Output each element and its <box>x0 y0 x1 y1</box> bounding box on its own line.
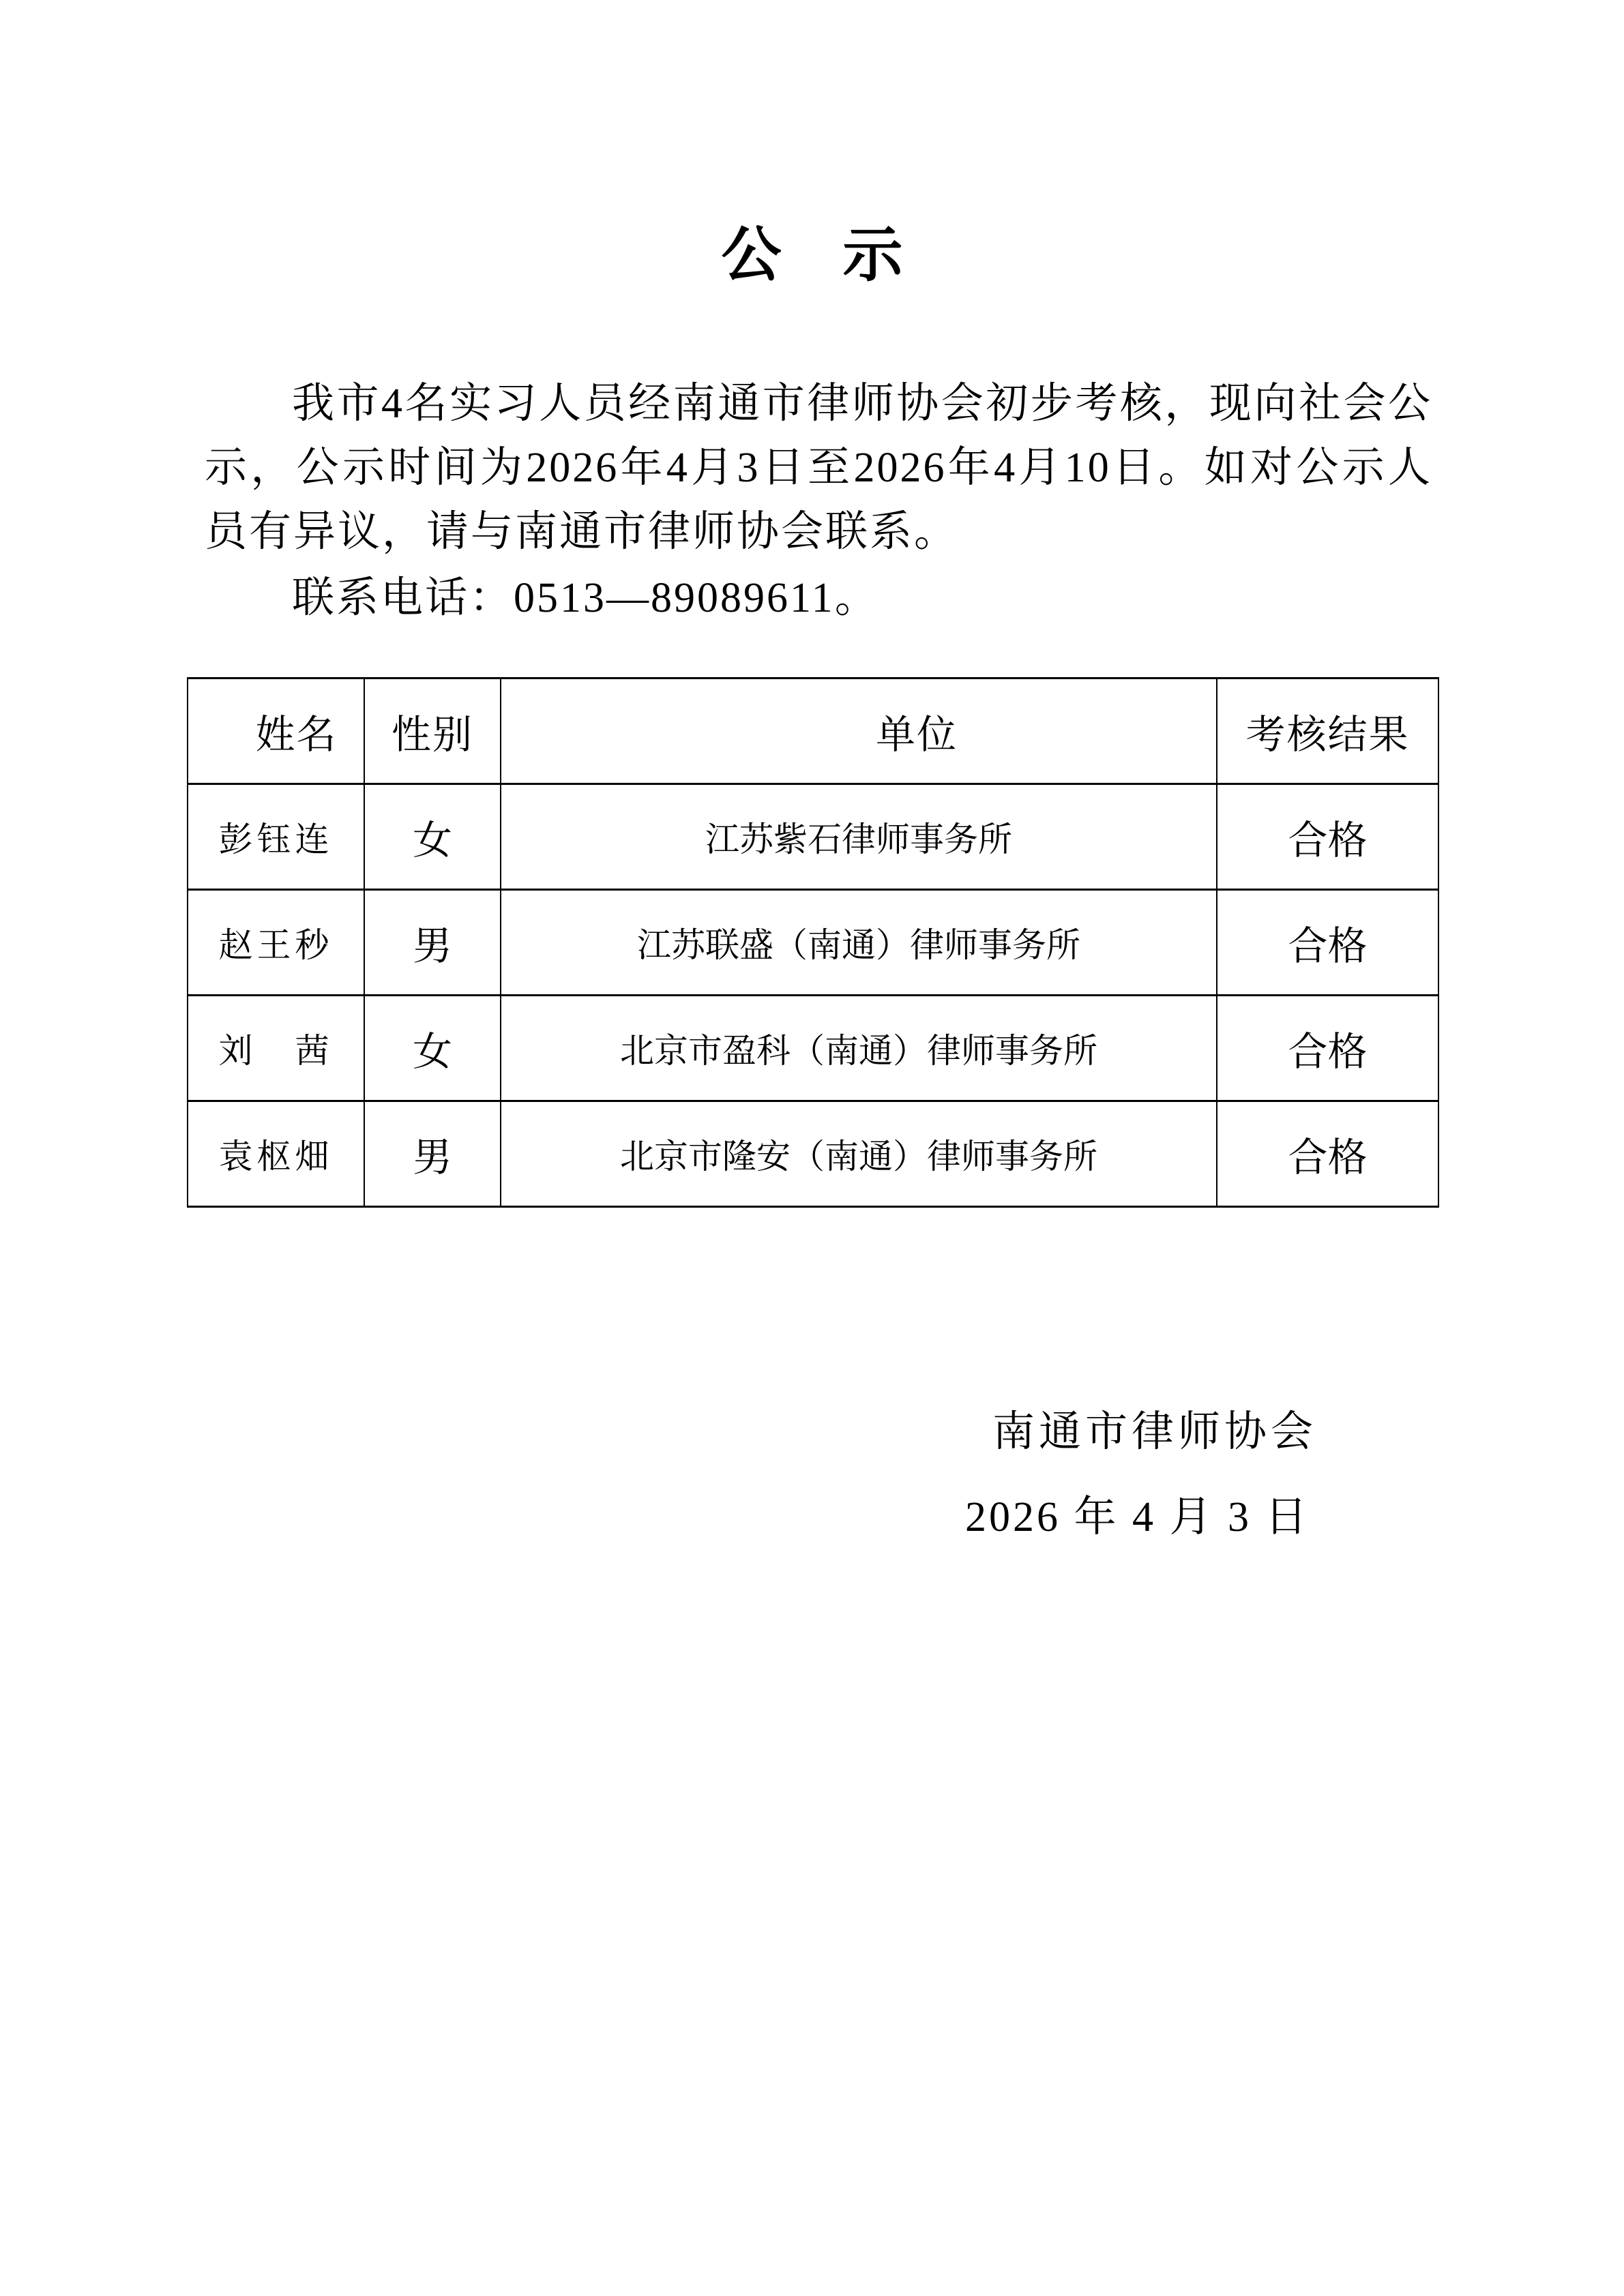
table-header-row <box>188 679 1438 784</box>
table-row <box>188 1101 1438 1207</box>
header-name: 姓名 <box>188 679 364 784</box>
cell-name: 刘 茜 <box>188 996 364 1101</box>
contact-line <box>205 566 1520 630</box>
signature-date: 2026 年 4 月 3 日 <box>965 1494 1310 1540</box>
cell-unit: 北京市隆安（南通）律师事务所 <box>501 1101 1217 1207</box>
table-row <box>188 784 1438 890</box>
cell-unit: 江苏联盛（南通）律师事务所 <box>501 890 1217 996</box>
cell-gender: 女 <box>364 784 501 890</box>
header-unit: 单位 <box>501 679 1217 784</box>
cell-result: 合格 <box>1217 996 1438 1101</box>
table-row <box>188 996 1438 1101</box>
cell-name: 袁枢畑 <box>188 1101 364 1207</box>
header-gender: 性别 <box>364 679 501 784</box>
contact-label: 联系电话： <box>292 575 514 621</box>
cell-gender: 女 <box>364 996 501 1101</box>
document-title: 公示 <box>721 219 964 290</box>
announcement-paragraph: 我市4名实习人员经南通市律师协会初步考核，现向社会公示，公示时间为2026年4月3日至2026年4月10日。如对公示人员有异议，请与南通市律师协会联系。 <box>205 381 1432 555</box>
contact-phone: 0513—89089611 <box>514 575 835 621</box>
cell-gender: 男 <box>364 1101 501 1207</box>
contact-suffix: 。 <box>834 575 879 621</box>
cell-name: 赵王秒 <box>188 890 364 996</box>
signature-organization: 南通市律师协会 <box>992 1409 1318 1455</box>
cell-result: 合格 <box>1217 1101 1438 1207</box>
intern-results-table <box>187 677 1439 1208</box>
cell-result: 合格 <box>1217 890 1438 996</box>
table-row <box>188 890 1438 996</box>
header-result: 考核结果 <box>1217 679 1438 784</box>
cell-unit: 北京市盈科（南通）律师事务所 <box>501 996 1217 1101</box>
cell-unit: 江苏紫石律师事务所 <box>501 784 1217 890</box>
cell-result: 合格 <box>1217 784 1438 890</box>
cell-name: 彭钰连 <box>188 784 364 890</box>
cell-gender: 男 <box>364 890 501 996</box>
